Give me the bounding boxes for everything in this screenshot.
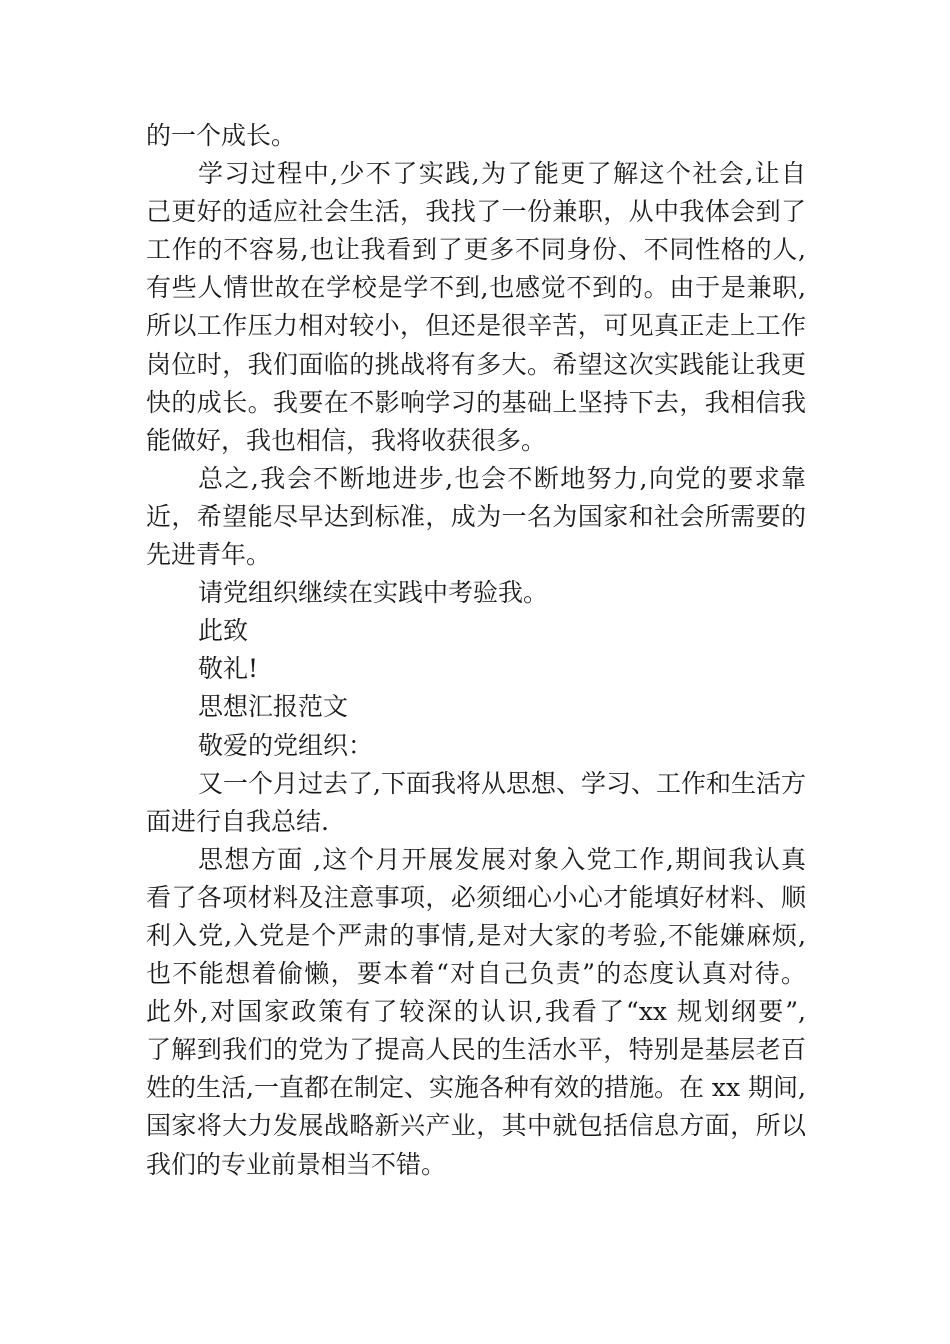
text-line: 工作的不容易,也让我看到了更多不同身份、不同性格的人, xyxy=(146,235,806,265)
text-line: 敬爱的党组织： xyxy=(198,730,374,760)
text-line: 总之,我会不断地进步,也会不断地努力,向党的要求靠 xyxy=(198,463,806,493)
text-line: 近，希望能尽早达到标准，成为一名为国家和社会所需要的 xyxy=(146,501,806,531)
text-line: 看了各项材料及注意事项，必须细心小心才能填好材料、顺 xyxy=(146,882,806,912)
text-line: 岗位时，我们面临的挑战将有多大。希望这次实践能让我更 xyxy=(146,349,806,379)
text-line: 也不能想着偷懒，要本着“对自己负责”的态度认真对待。 xyxy=(146,959,806,989)
text-line: 的一个成长。 xyxy=(146,121,297,150)
text-line: 此外,对国家政策有了较深的认识,我看了“xx 规划纲要”, xyxy=(146,997,806,1027)
text-line: 先进青年。 xyxy=(146,540,272,570)
text-line: 请党组织继续在实践中考验我。 xyxy=(198,578,549,608)
text-line: 我们的专业前景相当不错。 xyxy=(146,1149,447,1179)
text-line: 己更好的适应社会生活，我找了一份兼职，从中我体会到了 xyxy=(146,197,806,227)
text-line: 姓的生活,一直都在制定、实施各种有效的措施。在 xx 期间, xyxy=(146,1073,806,1103)
text-line: 此致 xyxy=(198,616,249,646)
text-line: 快的成长。我要在不影响学习的基础上坚持下去，我相信我 xyxy=(146,387,806,417)
text-line: 国家将大力发展战略新兴产业，其中就包括信息方面，所以 xyxy=(146,1111,806,1141)
text-line: 学习过程中,少不了实践,为了能更了解这个社会,让自 xyxy=(198,159,806,189)
text-line: 所以工作压力相对较小，但还是很辛苦，可见真正走上工作 xyxy=(146,311,806,341)
text-line: 利入党,入党是个严肃的事情,是对大家的考验,不能嫌麻烦, xyxy=(146,920,806,950)
text-line: 能做好，我也相信，我将收获很多。 xyxy=(146,425,547,455)
text-line: 思想汇报范文 xyxy=(198,692,349,722)
text-line: 又一个月过去了,下面我将从思想、学习、工作和生活方 xyxy=(198,768,806,798)
text-line: 了解到我们的党为了提高人民的生活水平，特别是基层老百 xyxy=(146,1035,806,1065)
text-line: 思想方面 ,这个月开展发展对象入党工作,期间我认真 xyxy=(198,844,806,874)
document-body xyxy=(146,117,806,1184)
text-line: 有些人情世故在学校是学不到,也感觉不到的。由于是兼职, xyxy=(146,273,806,303)
text-line: 面进行自我总结. xyxy=(146,806,329,836)
text-line: 敬礼! xyxy=(198,654,259,684)
